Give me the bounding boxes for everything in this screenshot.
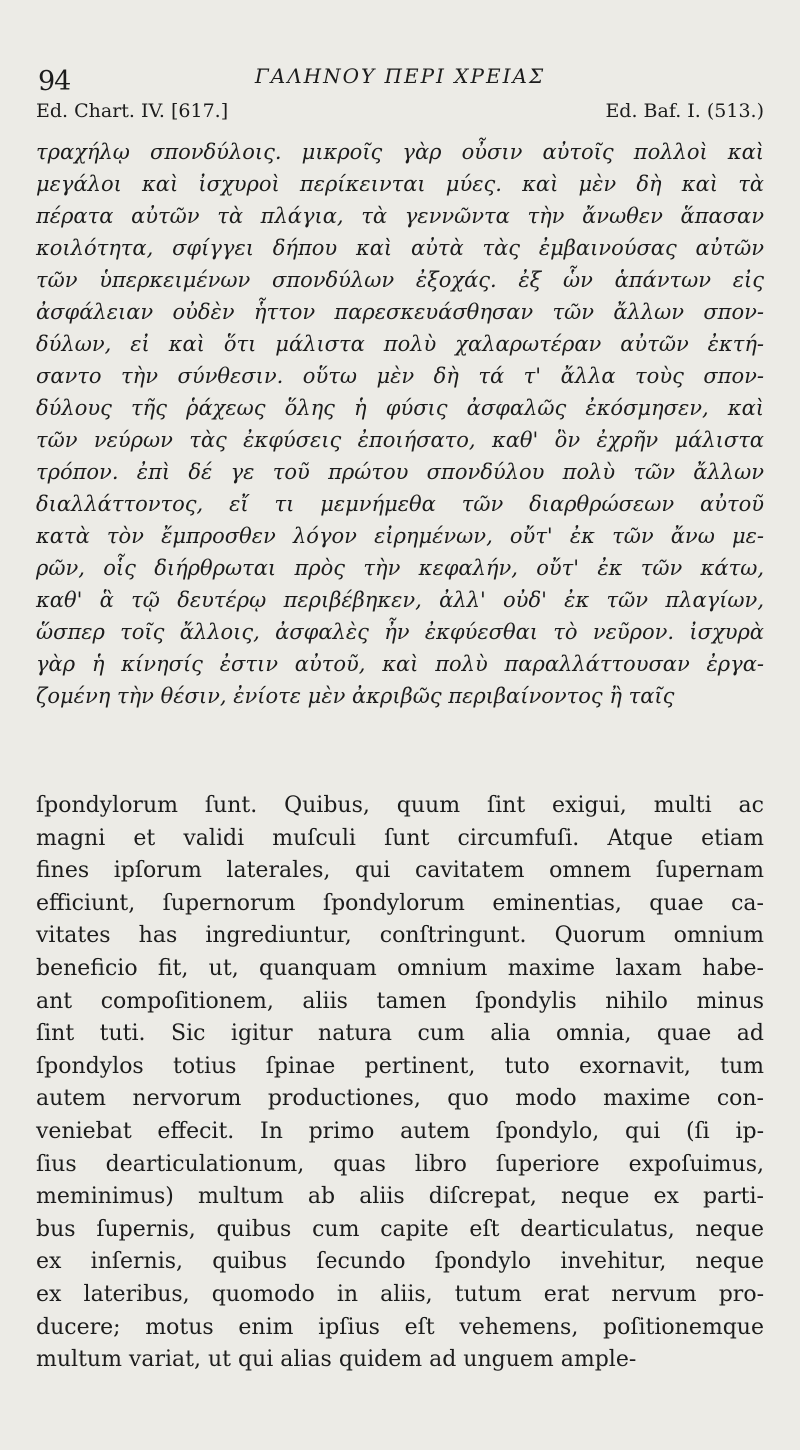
running-head [36, 58, 764, 98]
latin-text-line: ſpondylorum ſunt. Quibus, quum ſint exigui, multi ac [36, 793, 764, 818]
greek-text-line: κατὰ τὸν ἔμπροσθεν λόγον εἰρημένων, οὔτ' ἐκ τῶν ἄνω με- [36, 524, 764, 548]
latin-text-line: efficiunt, ſupernorum ſpondylorum eminentias, quae ca- [36, 890, 764, 916]
latin-text-line: ſint tuti. Sic igitur natura cum alia omnia, quae ad [36, 1021, 764, 1047]
greek-text-line: καθ' ἃ τῷ δευτέρῳ περιβέβηκεν, ἀλλ' οὐδ' ἐκ τῶν πλαγίων, [36, 588, 764, 612]
greek-text-line: τῶν νεύρων τὰς ἐκφύσεις ἐποιήσατο, καθ' ὃν ἐχρῆν μάλιστα [36, 428, 764, 452]
greek-text-line: δύλους τῆς ῥάχεως ὅλης ἡ φύσις ἀσφαλῶς ἐκόσμησεν, καὶ [36, 396, 764, 420]
latin-text-line: ex lateribus, quomodo in aliis, tutum erat nervum pro- [36, 1281, 764, 1307]
latin-text-line: beneficio fit, ut, quanquam omnium maxime laxam habe- [36, 955, 764, 981]
latin-text-line: multum variat, ut qui alias quidem ad unguem ample- [36, 1347, 637, 1373]
page-number: 94 [38, 66, 71, 97]
greek-text-line: ὥσπερ τοῖς ἄλλοις, ἀσφαλὲς ἦν ἐκφύεσθαι τὸ νεῦρον. ἰσχυρὰ [36, 620, 764, 644]
latin-text-line: ſius dearticulationum, quas libro ſuperiore expoſuimus, [36, 1151, 764, 1177]
latin-text-line: veniebat effecit. In primo autem ſpondylo, qui (ſi ip- [36, 1118, 764, 1144]
greek-text-line: σαντο τὴν σύνθεσιν. οὕτω μὲν δὴ τά τ' ἄλλα τοὺς σπον- [36, 364, 764, 388]
greek-text-block [36, 136, 764, 712]
latin-text-line: autem nervorum productiones, quo modo maxime con- [36, 1086, 764, 1112]
greek-text-line: πέρατα αὐτῶν τὰ πλάγια, τὰ γεννῶντα τὴν ἄνωθεν ἅπασαν [36, 204, 764, 228]
latin-text-line: ex inſernis, quibus ſecundo ſpondylo invehitur, neque [36, 1249, 764, 1275]
greek-text-line: ρῶν, οἷς διήρθρωται πρὸς τὴν κεφαλήν, οὔτ' ἐκ τῶν κάτω, [36, 556, 764, 580]
greek-text-line: ἀσφάλειαν οὐδὲν ἧττον παρεσκευάσθησαν τῶν ἄλλων σπον- [36, 300, 764, 324]
greek-text-line: μεγάλοι καὶ ἰσχυροὶ περίκεινται μύες. καὶ μὲν δὴ καὶ τὰ [36, 172, 764, 196]
latin-text-block [36, 790, 764, 1377]
edition-references [36, 100, 764, 130]
greek-text-line: τῶν ὑπερκειμένων σπονδύλων ἐξοχάς. ἐξ ὧν ἁπάντων εἰς [36, 268, 764, 292]
edition-basel: Ed. Baf. I. (513.) [605, 100, 764, 122]
greek-text-line: δύλων, εἰ καὶ ὅτι μάλιστα πολὺ χαλαρωτέραν αὐτῶν ἐκτή- [36, 332, 764, 356]
greek-text-line: διαλλάττοντος, εἴ τι μεμνήμεθα τῶν διαρθρώσεων αὐτοῦ [36, 492, 764, 516]
greek-text-line: κοιλότητα, σφίγγει δήπου καὶ αὐτὰ τὰς ἐμβαινούσας αὐτῶν [36, 236, 764, 260]
latin-text-line: fines ipſorum laterales, qui cavitatem omnem ſupernam [36, 858, 764, 884]
latin-text-line: bus ſupernis, quibus cum capite eſt dearticulatus, neque [36, 1216, 764, 1242]
edition-chartier: Ed. Chart. IV. [617.] [36, 100, 229, 122]
latin-text-line: ducere; motus enim ipſius eſt vehemens, poſitionemque [36, 1314, 764, 1340]
running-title: ΓΑΛΗΝΟΥ ΠΕΡΙ ΧΡΕΙΑΣ [254, 64, 546, 88]
greek-text-line: ζομένη τὴν θέσιν, ἐνίοτε μὲν ἀκριβῶς περιβαίνοντος ἢ ταῖς [36, 684, 675, 708]
greek-text-line: γὰρ ἡ κίνησίς ἐστιν αὐτοῦ, καὶ πολὺ παραλλάττουσαν ἐργα- [36, 652, 764, 676]
latin-text-line: meminimus) multum ab aliis diſcrepat, neque ex parti- [36, 1184, 764, 1210]
greek-text-line: τραχήλῳ σπονδύλοις. μικροῖς γὰρ οὖσιν αὐτοῖς πολλοὶ καὶ [36, 140, 764, 164]
latin-text-line: ant compoſitionem, aliis tamen ſpondylis nihilo minus [36, 988, 764, 1014]
greek-text-line: τρόπον. ἐπὶ δέ γε τοῦ πρώτου σπονδύλου πολὺ τῶν ἄλλων [36, 460, 764, 484]
latin-text-line: ſpondylos totius ſpinae pertinent, tuto exornavit, tum [36, 1053, 764, 1079]
latin-text-line: vitates has ingrediuntur, conſtringunt. Quorum omnium [36, 923, 764, 949]
latin-text-line: magni et validi muſculi ſunt circumfuſi. Atque etiam [36, 825, 764, 851]
